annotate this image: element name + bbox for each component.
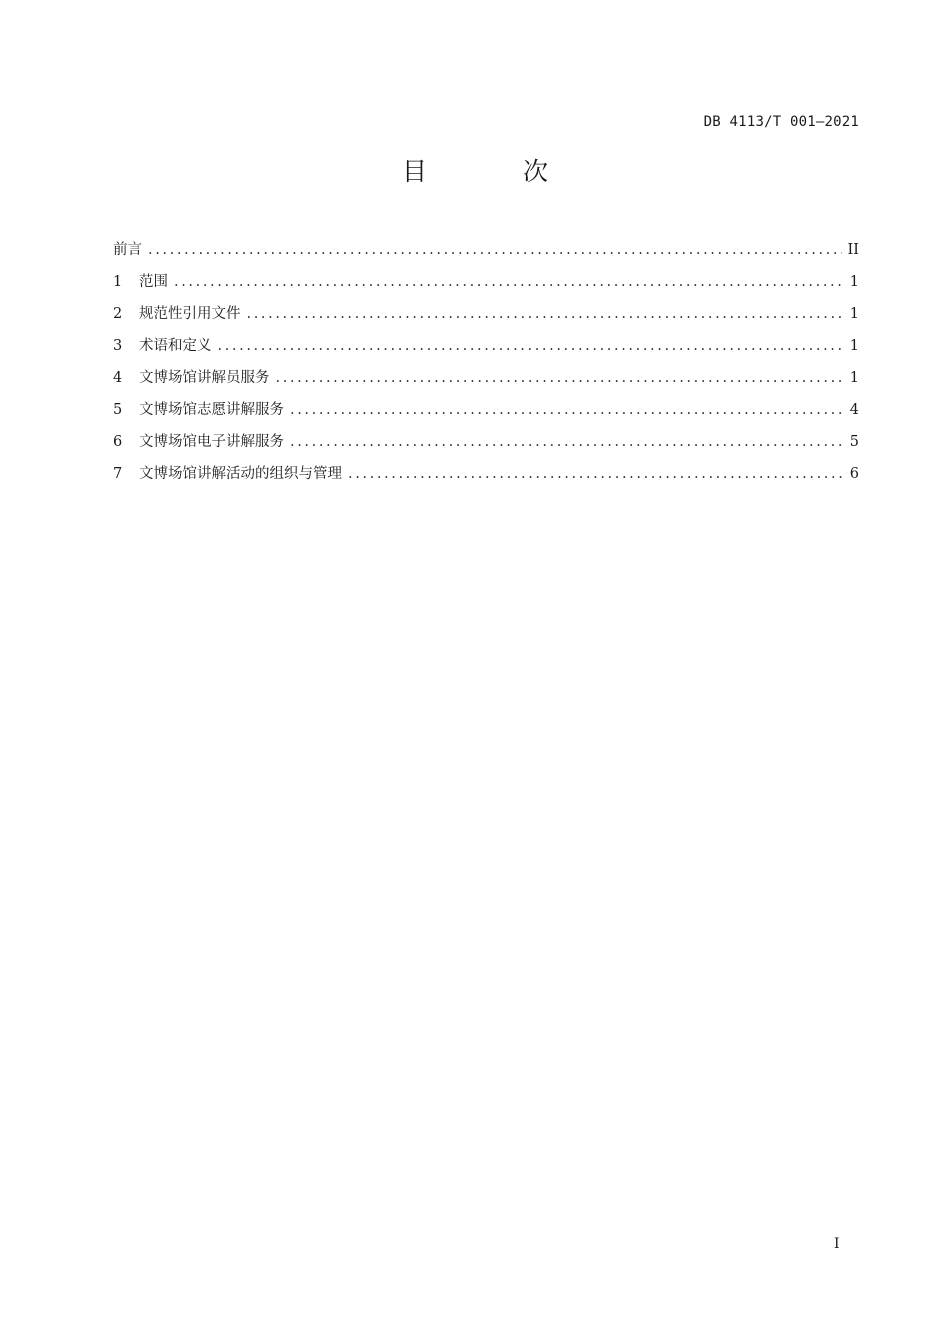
toc-leader-dots [218,338,844,354]
document-code: DB 4113/T 001—2021 [703,114,859,130]
toc-leader-dots [290,434,844,450]
table-of-contents [113,238,859,494]
toc-entry-number: 4 [113,370,123,386]
toc-entry-number: 3 [113,338,123,354]
toc-entry-title: 文博场馆志愿讲解服务 [139,402,284,418]
toc-entry-page: 4 [849,402,859,418]
toc-leader-dots [148,242,842,258]
toc-entry-page: 5 [849,434,859,450]
toc-entry-page: 1 [849,306,859,322]
toc-entry-foreword[interactable] [113,238,859,270]
toc-title: 目 次 [402,157,592,186]
toc-entry-title: 规范性引用文件 [139,306,241,322]
toc-entry-page: 6 [849,466,859,482]
toc-entry-title: 术语和定义 [139,338,212,354]
toc-entry-number: 7 [113,466,123,482]
toc-entry-page: 1 [849,338,859,354]
toc-entry-terms-definitions[interactable] [113,334,859,366]
toc-leader-dots [348,466,844,482]
toc-leader-dots [276,370,844,386]
toc-entry-title: 范围 [139,274,168,290]
toc-leader-dots [174,274,844,290]
toc-entry-volunteer-service[interactable] [113,398,859,430]
toc-entry-number: 1 [113,274,123,290]
toc-entry-title: 文博场馆讲解活动的组织与管理 [139,466,342,482]
toc-entry-scope[interactable] [113,270,859,302]
toc-leader-dots [247,306,844,322]
toc-entry-normative-references[interactable] [113,302,859,334]
toc-entry-number: 5 [113,402,123,418]
toc-entry-page: 1 [849,274,859,290]
toc-entry-title: 前言 [113,242,142,258]
toc-leader-dots [290,402,844,418]
toc-entry-title: 文博场馆讲解员服务 [139,370,270,386]
toc-entry-page: 1 [849,370,859,386]
page-number: I [834,1236,840,1252]
toc-entry-number: 6 [113,434,123,450]
toc-entry-number: 2 [113,306,123,322]
toc-entry-electronic-service[interactable] [113,430,859,462]
toc-entry-guide-service[interactable] [113,366,859,398]
toc-entry-title: 文博场馆电子讲解服务 [139,434,284,450]
toc-entry-organization-management[interactable] [113,462,859,494]
toc-entry-page: II [847,242,859,258]
